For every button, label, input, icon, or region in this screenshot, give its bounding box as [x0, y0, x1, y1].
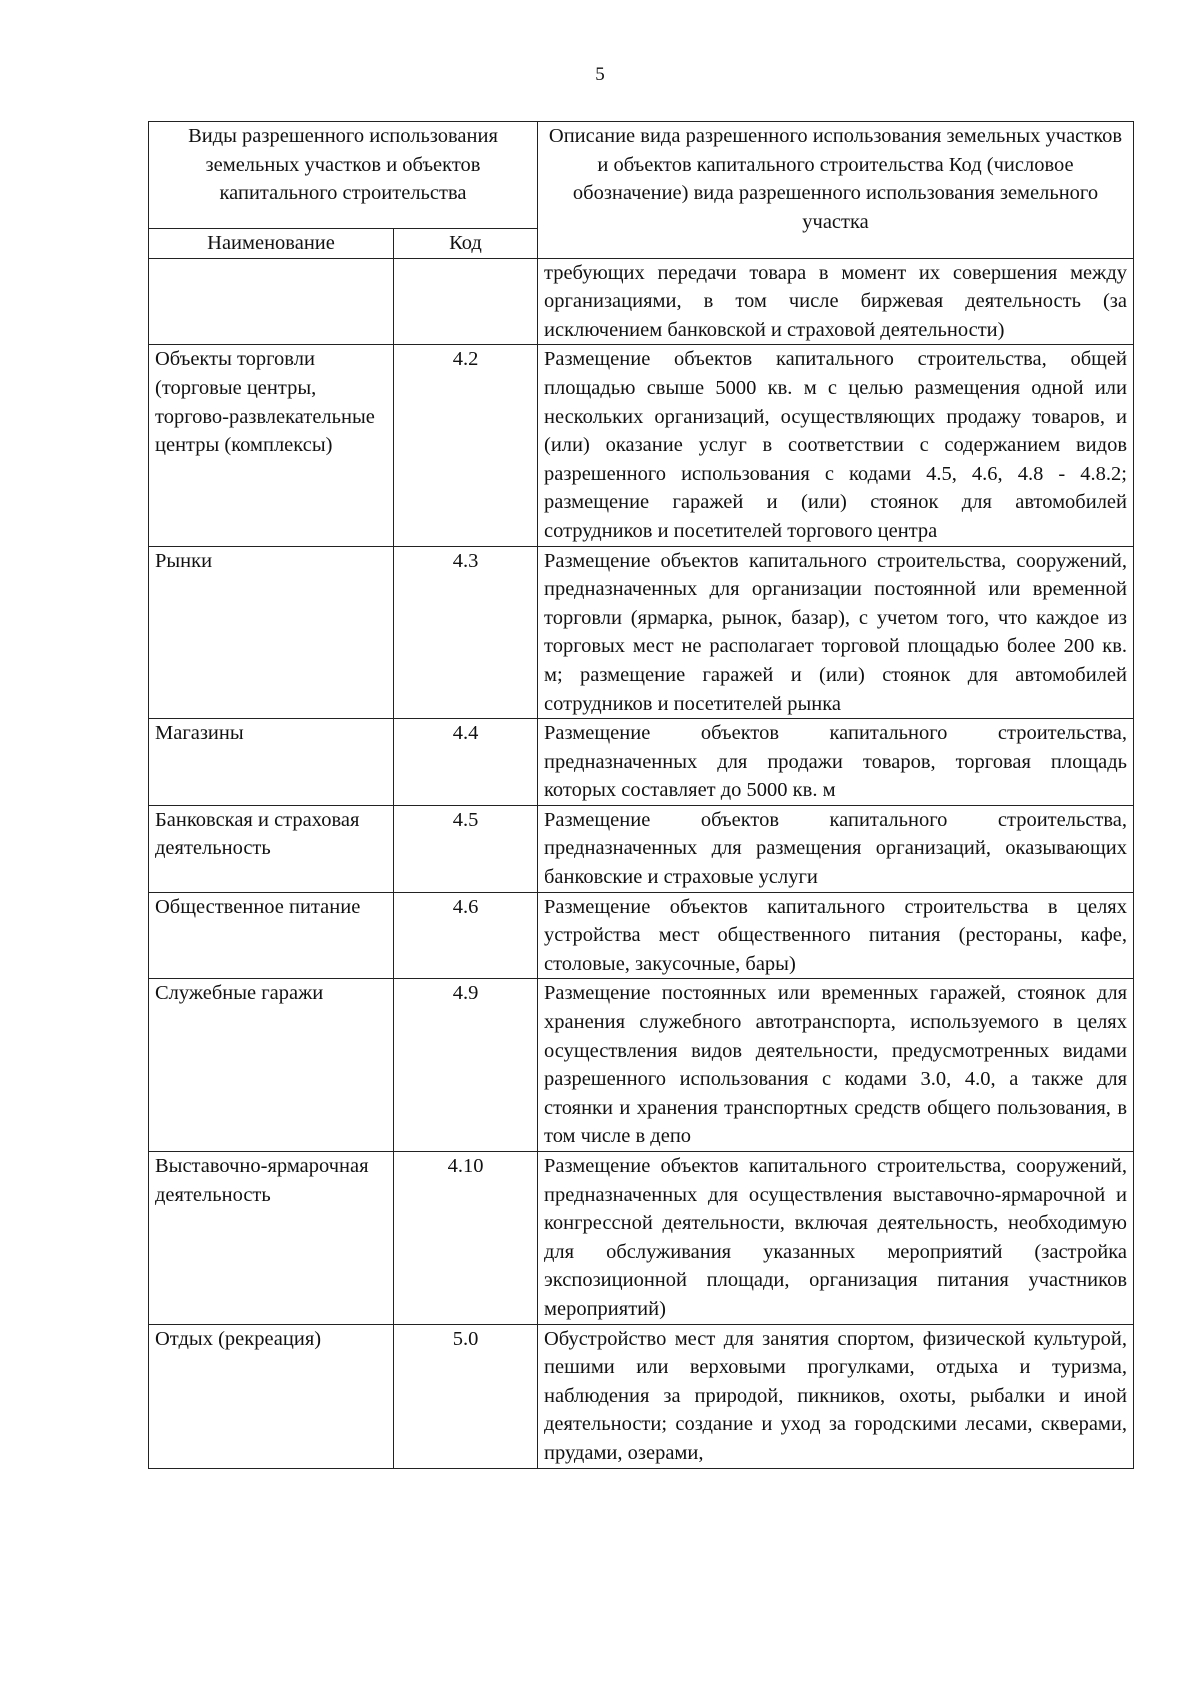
header-code: Код [394, 229, 538, 259]
permitted-use-table [148, 121, 1134, 1469]
row-description: Размещение постоянных или временных гаражей, стоянок для хранения служебного автотранспорта, используемого в целях осуществления видов деятельности, предусмотренных видами разрешенного использования с кодами 3.0, 4.0, а также для стоянки и хранения транспортных средств общего пользования, в том числе в депо [538, 979, 1134, 1152]
row-code [394, 258, 538, 345]
header-name: Наименование [149, 229, 394, 259]
table-row [149, 345, 1134, 546]
row-code: 4.5 [394, 805, 538, 892]
row-description: требующих передачи товара в момент их совершения между организациями, в том числе биржевая деятельность (за исключением банковской и страховой деятельности) [538, 258, 1134, 345]
row-description: Размещение объектов капитального строительства, сооружений, предназначенных для осуществления выставочно-ярмарочной и конгрессной деятельности, включая деятельность, необходимую для обслуживания указанных мероприятий (застройка экспозиционной площади, организация питания участников мероприятий) [538, 1152, 1134, 1325]
table-row [149, 546, 1134, 719]
table-row [149, 805, 1134, 892]
row-description: Размещение объектов капитального строительства, предназначенных для продажи товаров, торговая площадь которых составляет до 5000 кв. м [538, 719, 1134, 806]
row-code: 4.10 [394, 1152, 538, 1325]
table-row [149, 258, 1134, 345]
row-code: 4.9 [394, 979, 538, 1152]
row-name: Общественное питание [149, 892, 394, 979]
row-code: 5.0 [394, 1324, 538, 1468]
row-name: Магазины [149, 719, 394, 806]
row-name: Банковская и страховая деятельность [149, 805, 394, 892]
table-row [149, 719, 1134, 806]
row-name: Служебные гаражи [149, 979, 394, 1152]
row-name: Объекты торговли (торговые центры, торгово-развлекательные центры (комплексы) [149, 345, 394, 546]
page-number: 5 [595, 64, 605, 85]
header-description: Описание вида разрешенного использования земельных участков и объектов капитального строительства Код (числовое обозначение) вида разрешенного использования земельного участка [538, 122, 1134, 259]
row-description: Обустройство мест для занятия спортом, физической культурой, пешими или верховыми прогулками, отдыха и туризма, наблюдения за природой, пикников, охоты, рыбалки и иной деятельности; создание и уход за городскими лесами, скверами, прудами, озерами, [538, 1324, 1134, 1468]
table-row [149, 1152, 1134, 1325]
row-name: Отдых (рекреация) [149, 1324, 394, 1468]
table-row [149, 892, 1134, 979]
row-code: 4.6 [394, 892, 538, 979]
row-description: Размещение объектов капитального строительства, общей площадью свыше 5000 кв. м с целью размещения одной или нескольких организаций, осуществляющих продажу товаров, и (или) оказание услуг в соответствии с содержанием видов разрешенного использования с кодами 4.5, 4.6, 4.8 - 4.8.2; размещение гаражей и (или) стоянок для автомобилей сотрудников и посетителей торгового центра [538, 345, 1134, 546]
row-description: Размещение объектов капитального строительства в целях устройства мест общественного питания (рестораны, кафе, столовые, закусочные, бары) [538, 892, 1134, 979]
row-name: Рынки [149, 546, 394, 719]
row-name [149, 258, 394, 345]
row-code: 4.4 [394, 719, 538, 806]
row-name: Выставочно-ярмарочная деятельность [149, 1152, 394, 1325]
table-row [149, 1324, 1134, 1468]
header-group-title: Виды разрешенного использования земельных участков и объектов капитального строительства [149, 122, 538, 229]
row-description: Размещение объектов капитального строительства, предназначенных для размещения организаций, оказывающих банковские и страховые услуги [538, 805, 1134, 892]
row-description: Размещение объектов капитального строительства, сооружений, предназначенных для организации постоянной или временной торговли (ярмарка, рынок, базар), с учетом того, что каждое из торговых мест не располагает торговой площадью более 200 кв. м; размещение гаражей и (или) стоянок для автомобилей сотрудников и посетителей рынка [538, 546, 1134, 719]
table-row [149, 979, 1134, 1152]
row-code: 4.2 [394, 345, 538, 546]
row-code: 4.3 [394, 546, 538, 719]
